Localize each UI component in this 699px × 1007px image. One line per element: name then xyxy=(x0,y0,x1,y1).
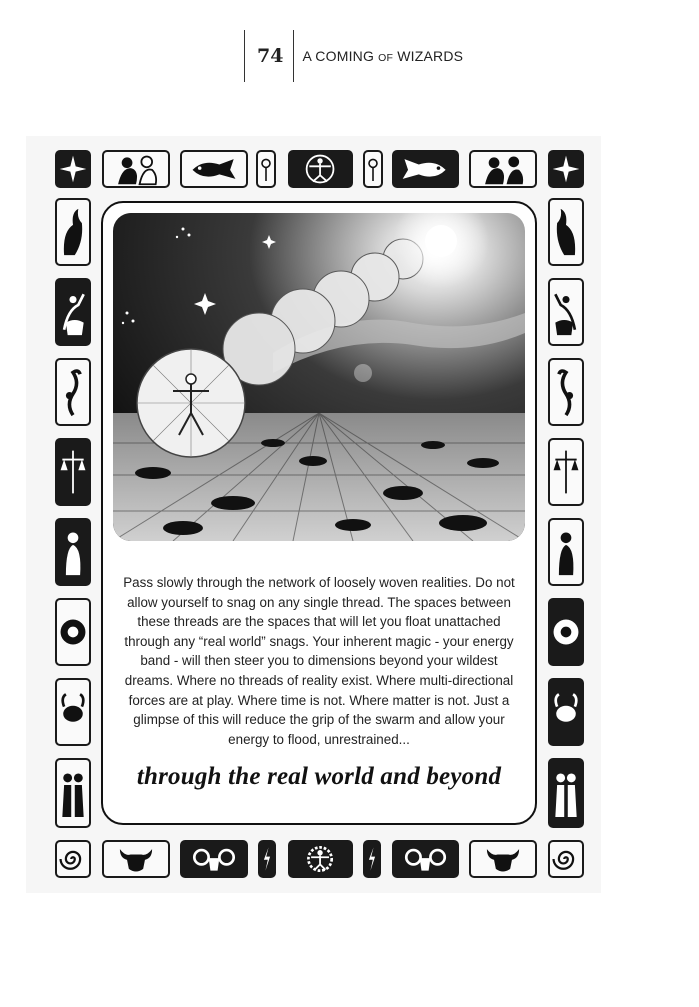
archer-icon xyxy=(55,278,91,346)
maiden-icon xyxy=(55,518,91,586)
sun-figure-icon xyxy=(288,840,353,878)
archer-icon xyxy=(548,278,584,346)
spiral-icon xyxy=(548,840,584,878)
ram-icon xyxy=(392,840,459,878)
bull-icon xyxy=(102,840,170,878)
crab-icon xyxy=(548,678,584,746)
star-icon xyxy=(55,150,91,188)
flower-icon xyxy=(256,150,276,188)
book-title-part-2: OF xyxy=(378,52,394,64)
scorpion-icon xyxy=(548,358,584,426)
embracing-figures-icon xyxy=(469,150,537,188)
running-header xyxy=(244,30,463,82)
content-card xyxy=(101,201,537,825)
bull-icon xyxy=(469,840,537,878)
lion-icon xyxy=(55,598,91,666)
maiden-icon xyxy=(548,518,584,586)
vitruvian-figure-icon xyxy=(288,150,353,188)
book-title xyxy=(294,48,463,64)
crab-icon xyxy=(55,678,91,746)
motto-heading: through the real world and beyond xyxy=(136,763,502,790)
body-paragraph: Pass slowly through the network of loosely woven realities. Do not allow yourself to snag on any single thread. The spaces between these threads are the spaces that will let you float unattached through any “real world” snags. Your inherent magic - your energy band - will then steer you to dimensions beyond your wildest dreams. Where no threads of reality exist. Where multi-directional forces are at play. Where time is not. Where matter is not. Just a glimpse of this will reduce the grip of the swarm and allow your energy to flood, unrestrained... xyxy=(123,575,515,747)
twins-icon xyxy=(548,758,584,828)
lion-icon xyxy=(548,598,584,666)
book-title-part-1: A COMING xyxy=(302,48,379,64)
page-number: 74 xyxy=(257,45,284,67)
scorpion-icon xyxy=(55,358,91,426)
flower-icon xyxy=(363,150,383,188)
goat-icon xyxy=(55,198,91,266)
ram-icon xyxy=(180,840,248,878)
fish-icon xyxy=(392,150,459,188)
book-title-part-3: WIZARDS xyxy=(393,48,464,64)
lightning-icon xyxy=(258,840,276,878)
star-icon xyxy=(548,150,584,188)
scales-icon xyxy=(548,438,584,506)
cosmic-illustration xyxy=(113,213,525,541)
embracing-figures-icon xyxy=(102,150,170,188)
twins-icon xyxy=(55,758,91,828)
lightning-icon xyxy=(363,840,381,878)
scales-icon xyxy=(55,438,91,506)
goat-icon xyxy=(548,198,584,266)
fish-icon xyxy=(180,150,248,188)
spiral-icon xyxy=(55,840,91,878)
